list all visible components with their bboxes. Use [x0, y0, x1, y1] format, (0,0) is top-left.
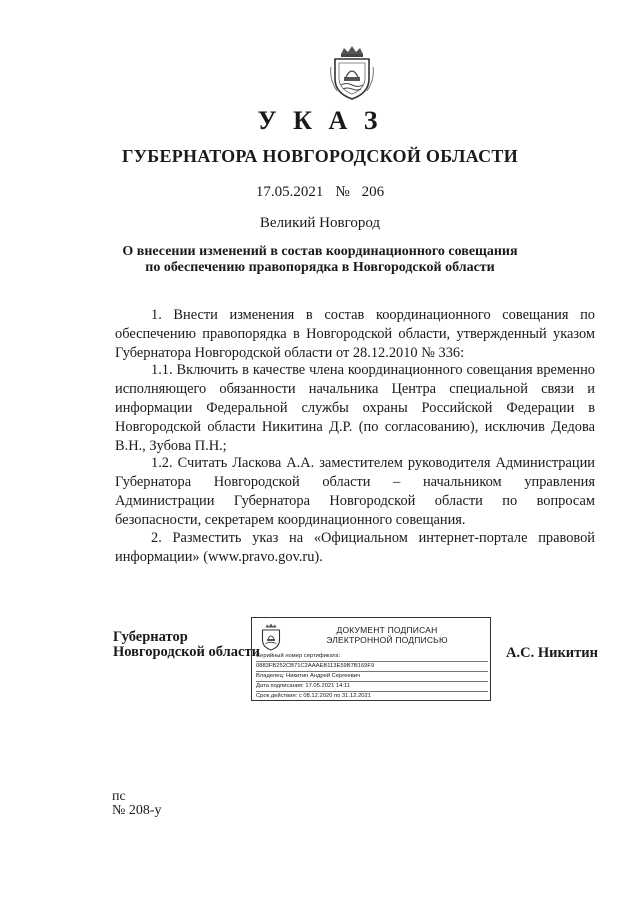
- footer-line-2: № 208-у: [112, 803, 162, 818]
- stamp-coat-of-arms-icon: [258, 623, 284, 651]
- signer-position-line-2: Новгородской области: [113, 644, 260, 660]
- signer-name: А.С. Никитин: [506, 645, 598, 661]
- document-subtitle: ГУБЕРНАТОРА НОВГОРОДСКОЙ ОБЛАСТИ: [121, 146, 518, 166]
- stamp-header: [292, 625, 482, 645]
- stamp-details: [256, 652, 488, 701]
- stamp-cert-label: Серийный номер сертификата:: [256, 652, 488, 662]
- document-date: 17.05.2021: [255, 184, 324, 200]
- date-number-line: [0, 184, 640, 201]
- signer-position: [113, 630, 260, 660]
- subject-line-2: по обеспечению правопорядка в Новгородской области: [145, 260, 495, 275]
- stamp-owner: Владелец: Никитин Андрей Сергеевич: [256, 672, 488, 682]
- stamp-validity: Срок действия: с 08.12.2020 по 31.12.2021: [256, 693, 371, 699]
- footer-line-1: пс: [112, 789, 126, 804]
- paragraph-1: 1. Внести изменения в состав координационного совещания по обеспечению правопорядка в Новгородской области, утвержденный указом Губернатора Новгородской области от 28.12.2010 № 336:: [115, 307, 595, 361]
- number-sign: №: [335, 184, 350, 200]
- novgorod-coat-of-arms-icon: [329, 45, 375, 101]
- document-number: 206: [361, 184, 385, 200]
- document-subject: [0, 244, 640, 276]
- subject-line-1: О внесении изменений в состав координационного совещания: [122, 244, 518, 259]
- electronic-signature-stamp: [251, 617, 491, 701]
- paragraph-1-2: 1.2. Считать Ласкова А.А. заместителем руководителя Администрации Губернатора Новгородской области – начальником управления Администрации Губернатора Новгородской области по вопросам безопасности, секретарем координационного совещания.: [115, 455, 595, 528]
- stamp-signed-date: Дата подписания: 17.05.2021 14:11: [256, 682, 488, 692]
- signer-position-line-1: Губернатор: [113, 629, 188, 645]
- city-name: Великий Новгород: [259, 215, 381, 231]
- stamp-cert-number: 0883FB252CB71C2AAAEB113E59B7B169F9: [256, 662, 488, 672]
- stamp-header-line-1: ДОКУМЕНТ ПОДПИСАН: [336, 625, 438, 635]
- footer-reference: [112, 790, 162, 818]
- paragraph-1-1: 1.1. Включить в качестве члена координационного совещания временно исполняющего обязанности начальника Центра специальной связи и информации Федеральной службы охраны Российской Федерации в Новгородской области Никитина Д.Р. (по согласованию), исключив Дедова В.Н., Зубова П.Н.;: [115, 362, 595, 454]
- stamp-header-line-2: ЭЛЕКТРОННОЙ ПОДПИСЬЮ: [326, 635, 448, 645]
- paragraph-2: 2. Разместить указ на «Официальном интернет-портале правовой информации» (www.pravo.gov.ru).: [115, 530, 595, 565]
- document-title: У К А З: [257, 106, 383, 135]
